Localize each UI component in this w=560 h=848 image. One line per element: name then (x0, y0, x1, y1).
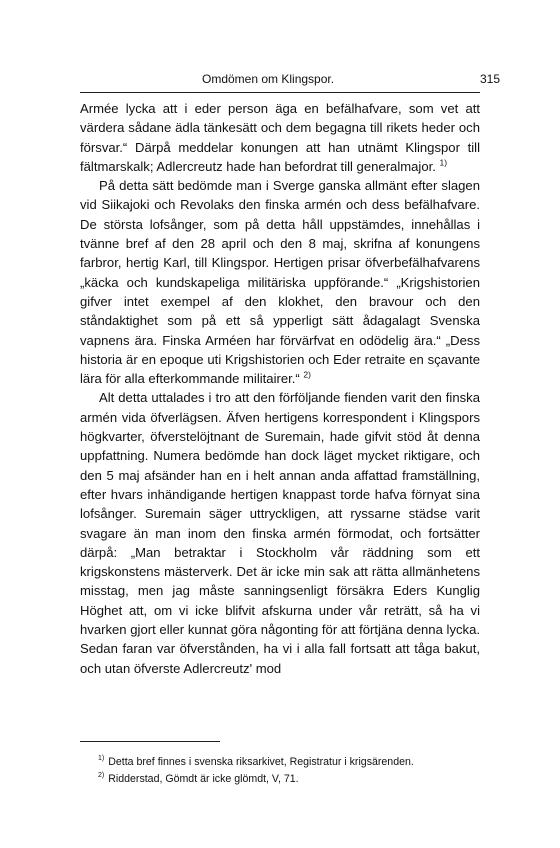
footnote-1 (98, 754, 498, 771)
footnote-2 (98, 771, 498, 788)
header-rule (80, 92, 480, 93)
footnote-text-1: Detta bref finnes i svenska riksarkivet, Registratur i krigsärenden. (108, 756, 414, 768)
footnote-mark-1: 1) (98, 755, 105, 763)
footnote-mark-2: 2) (98, 772, 105, 780)
footnote-ref-2: 2) (303, 369, 311, 380)
footnote-rule (80, 741, 220, 742)
paragraph-3: Alt detta uttalades i tro att den förföljande fienden varit den finska armén vida öfverlägsen. Äfven hertigens korrespondent i Klingspors högkvarter, öfverstelöjtnant de Suremain, hade gifvit stöd åt denna uppfattning. Numera bedömde han dock läget mycket riktigare, och den 5 maj afsänder han en i helt annan anda affattad framställning, efter hvars inhändigande hertigen knappast torde hafva förnyat sina lofsånger. Suremain säger uttryckligen, att ryssarne städse varit svagare än man inom den finska armén förmodat, och fortsätter därpå: „Man betraktar i Stockholm vår räddning som ett krigskonstens mästerverk. Det är icke min sak att rätta allmänhetens misstag, men jag måste sanningsenligt försäkra Eders Kunglig Höghet att, om vi icke blifvit afskurna under vår reträtt, så ha vi hvarken gjort eller kunnat göra någonting för att förtjäna denna lycka. Sedan faran var öfverstånden, ha vi i alla fall fortsatt att tåga bakut, och utan öfverste Adlercreutz' mod (80, 390, 480, 676)
running-title: Omdömen om Klingspor. (202, 72, 335, 86)
paragraph-1: Armée lycka att i eder person äga en befälhafvare, som vet att värdera sådane ädla tänkesätt och dem begagna till rikets heder och försvar.“ Därpå meddelar konungen att han utnämt Klingspor till fältmarskalk; Adlercreutz hade han befordrat till generalmajor. $^{1)}$ (80, 101, 480, 174)
footnotes (98, 754, 498, 788)
footnote-ref-1: 1) (439, 157, 448, 168)
paragraph-2: På detta sätt bedömde man i Sverge ganska allmänt efter slagen vid Siikajoki och Revolaks den finska armén och dess befälhafvare. De största lofsånger, som på detta håll uppstämdes, innehållas i tvänne bref af den 28 april och den 8 maj, skrifna af konungens farbror, hertig Karl, till Klingspor. Hertigen prisar öfverbefälhafvarens „käcka och kundskapeliga militäriska uppförande.“ „Krigshistorien gifver intet exempel af den klokhet, den bravour och den ståndaktighet som på ett så ypperligt sätt ådagalagt Svenska vapnens ära. Finska Arméen har förvärfvat en odödelig ära.“ „Dess historia är en epoque uti Krigshistorien och Eder retraite en sçavante lära för alla efterkommande militairer.“ $^{2)}$ (80, 178, 480, 387)
body-text (80, 99, 480, 678)
footnote-text-2: Ridderstad, Gömdt är icke glömdt, V, 71. (108, 773, 299, 785)
page-number: 315 (479, 72, 500, 86)
